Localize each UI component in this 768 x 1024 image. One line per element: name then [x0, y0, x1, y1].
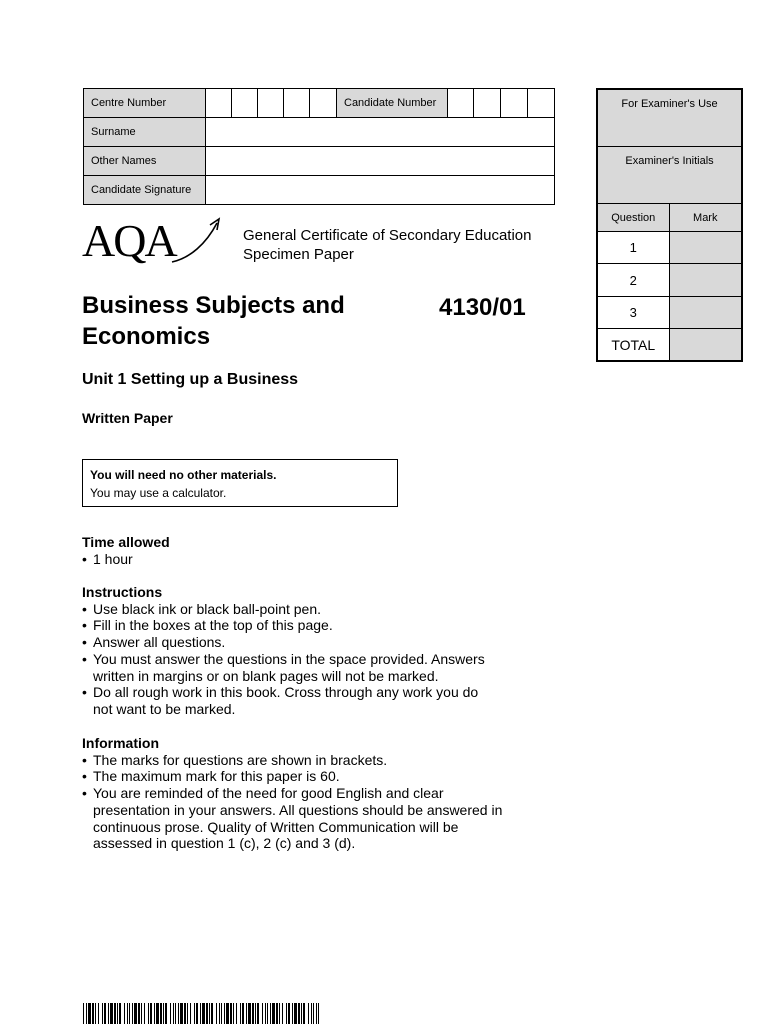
paper-title-line: Business Subjects and — [82, 292, 345, 319]
barcode-bar — [124, 1003, 125, 1024]
barcode-bar — [88, 1003, 91, 1024]
barcode-bar — [318, 1003, 319, 1024]
barcode-bar — [194, 1003, 195, 1024]
barcode-bar — [187, 1003, 188, 1024]
barcode-bar — [216, 1003, 217, 1024]
barcode-bar — [148, 1003, 149, 1024]
barcode-bar — [301, 1003, 302, 1024]
barcode-bar — [211, 1003, 213, 1024]
barcode-bar — [303, 1003, 305, 1024]
barcode-bar — [230, 1003, 232, 1024]
time-item: • 1 hour — [82, 551, 522, 568]
total-mark-cell[interactable] — [669, 329, 742, 362]
barcode-bar — [86, 1003, 87, 1024]
barcode-bar — [108, 1003, 109, 1024]
examiner-use-heading: For Examiner's Use — [597, 89, 742, 147]
barcode-bar — [294, 1003, 297, 1024]
unit-title: Unit 1 Setting up a Business — [82, 371, 299, 388]
barcode-bar — [224, 1003, 225, 1024]
barcode-bar — [233, 1003, 234, 1024]
barcode-bar — [175, 1003, 176, 1024]
mark-cell[interactable] — [669, 232, 742, 264]
signature-field[interactable] — [206, 176, 555, 205]
question-number: 3 — [597, 297, 669, 329]
total-label: TOTAL — [597, 329, 669, 362]
candidate-number-box[interactable] — [474, 89, 501, 118]
other-names-field[interactable] — [206, 147, 555, 176]
barcode-bar — [286, 1003, 287, 1024]
barcode-bar — [180, 1003, 183, 1024]
barcode-bar — [255, 1003, 256, 1024]
barcode-bar — [202, 1003, 205, 1024]
candidate-number-box[interactable] — [501, 89, 528, 118]
barcode-bar — [190, 1003, 191, 1024]
barcode-bar — [298, 1003, 300, 1024]
signature-label: Candidate Signature — [84, 176, 206, 205]
instructions-heading: Instructions — [82, 584, 163, 600]
information-section — [82, 735, 522, 852]
candidate-number-box[interactable] — [528, 89, 555, 118]
barcode-bar — [144, 1003, 145, 1024]
barcode-bar — [119, 1003, 121, 1024]
examiner-use-table — [596, 88, 743, 362]
barcode-bar — [288, 1003, 290, 1024]
surname-row — [84, 118, 555, 147]
barcode-bar — [200, 1003, 201, 1024]
barcode-bar — [279, 1003, 280, 1024]
instruction-item: • Use black ink or black ball-point pen. — [82, 601, 522, 618]
barcode-bar — [178, 1003, 179, 1024]
mark-cell[interactable] — [669, 297, 742, 329]
materials-line: You will need no other materials. — [90, 468, 277, 482]
barcode-bar — [236, 1003, 237, 1024]
barcode-bar — [83, 1003, 84, 1024]
barcode-bar — [95, 1003, 96, 1024]
barcode-bar — [265, 1003, 266, 1024]
paper-type: Written Paper — [82, 410, 173, 426]
barcode-bar — [292, 1003, 293, 1024]
barcode-bar — [154, 1003, 155, 1024]
candidate-details-table — [83, 88, 555, 205]
surname-field[interactable] — [206, 118, 555, 147]
barcode-bar — [311, 1003, 312, 1024]
qualification-subtitle: Specimen Paper — [243, 246, 354, 263]
centre-number-box[interactable] — [310, 89, 337, 118]
centre-number-label: Centre Number — [84, 89, 206, 118]
barcode-bar — [270, 1003, 271, 1024]
instruction-item: • You must answer the questions in the space provided. Answers written in margins or on blank pages will not be marked. — [82, 651, 497, 684]
question-header: Question — [597, 204, 669, 232]
barcode-bar — [134, 1003, 137, 1024]
barcode-bar — [104, 1003, 106, 1024]
barcode-bar — [110, 1003, 113, 1024]
examiner-initials-cell: Examiner's Initials — [597, 147, 742, 204]
barcode-bar — [257, 1003, 259, 1024]
barcode-bar — [165, 1003, 167, 1024]
barcode-bar — [163, 1003, 164, 1024]
qualification-title: General Certificate of Secondary Education — [243, 227, 532, 244]
barcode-bar — [160, 1003, 162, 1024]
barcode-bar — [196, 1003, 198, 1024]
barcode-bar — [262, 1003, 263, 1024]
barcode-bar — [117, 1003, 118, 1024]
barcode-bar — [173, 1003, 174, 1024]
centre-number-box[interactable] — [258, 89, 284, 118]
instruction-item: • Do all rough work in this book. Cross through any work you do not want to be marked. — [82, 684, 497, 717]
surname-label: Surname — [84, 118, 206, 147]
barcode-bar — [170, 1003, 171, 1024]
information-item: • The maximum mark for this paper is 60. — [82, 768, 522, 785]
barcode-bar — [138, 1003, 140, 1024]
barcode-bar — [129, 1003, 130, 1024]
barcode-bar — [184, 1003, 186, 1024]
centre-number-box[interactable] — [232, 89, 258, 118]
instructions-section — [82, 584, 522, 718]
candidate-number-box[interactable] — [448, 89, 474, 118]
barcode-bar — [248, 1003, 251, 1024]
barcode-bar — [267, 1003, 268, 1024]
time-allowed-heading: Time allowed — [82, 534, 170, 550]
barcode-bar — [156, 1003, 159, 1024]
barcode-bar — [98, 1003, 99, 1024]
centre-number-box[interactable] — [206, 89, 232, 118]
barcode-bar — [282, 1003, 283, 1024]
barcode-bar — [272, 1003, 275, 1024]
paper-code: 4130/01 — [439, 294, 526, 321]
barcode-bar — [240, 1003, 241, 1024]
barcode-bar — [316, 1003, 317, 1024]
barcode-bar — [206, 1003, 208, 1024]
barcode-bar — [114, 1003, 116, 1024]
barcode-bar — [242, 1003, 244, 1024]
paper-title — [82, 290, 412, 352]
question-number: 1 — [597, 232, 669, 264]
barcode-bar — [219, 1003, 220, 1024]
centre-number-box[interactable] — [284, 89, 310, 118]
question-number: 2 — [597, 264, 669, 297]
barcode-bar — [226, 1003, 229, 1024]
logo-text: AQA — [82, 215, 176, 266]
centre-candidate-row — [84, 89, 555, 118]
barcode-bar — [221, 1003, 222, 1024]
barcode-icon — [83, 1003, 319, 1024]
barcode-bar — [102, 1003, 103, 1024]
materials-line: You may use a calculator. — [90, 486, 227, 500]
barcode-bar — [127, 1003, 128, 1024]
information-heading: Information — [82, 735, 159, 751]
barcode-bar — [141, 1003, 142, 1024]
instruction-item: • Answer all questions. — [82, 634, 522, 651]
mark-header: Mark — [669, 204, 742, 232]
barcode-bar — [246, 1003, 247, 1024]
candidate-number-label: Candidate Number — [337, 89, 448, 118]
barcode-bar — [313, 1003, 314, 1024]
materials-box — [82, 459, 398, 507]
instruction-item: • Fill in the boxes at the top of this page. — [82, 617, 522, 634]
barcode-bar — [209, 1003, 210, 1024]
barcode-bar — [150, 1003, 152, 1024]
mark-cell[interactable] — [669, 264, 742, 297]
other-names-row — [84, 147, 555, 176]
barcode-bar — [308, 1003, 309, 1024]
time-allowed-section — [82, 534, 522, 567]
barcode-bar — [92, 1003, 94, 1024]
barcode-bar — [252, 1003, 254, 1024]
aqa-logo — [82, 214, 224, 272]
logo-swoosh-icon — [170, 214, 224, 266]
barcode-bar — [276, 1003, 278, 1024]
paper-title-line: Economics — [82, 323, 211, 350]
signature-row — [84, 176, 555, 205]
barcode-bar — [132, 1003, 133, 1024]
other-names-label: Other Names — [84, 147, 206, 176]
information-item: • The marks for questions are shown in brackets. — [82, 752, 522, 769]
information-item: • You are reminded of the need for good English and clear presentation in your answers. All questions should be answered in continuous prose. Quality of Written Communication will be assessed in question 1 (c), 2 (c) and 3 (d). — [82, 785, 507, 852]
